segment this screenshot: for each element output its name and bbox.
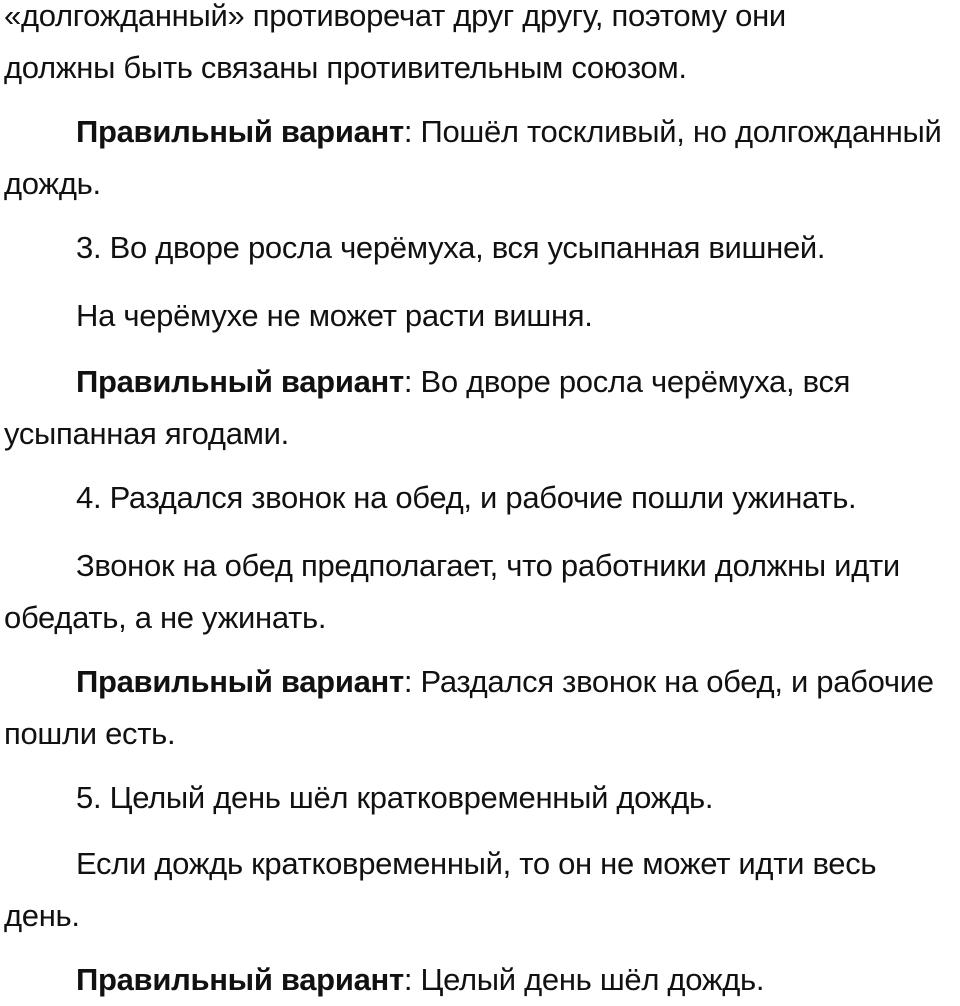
- correct-variant-paragraph: [4, 106, 958, 210]
- example-sentence: [4, 472, 958, 524]
- correct-variant-paragraph: [4, 656, 958, 760]
- label-colon: :: [403, 962, 413, 997]
- correct-variant-label: Правильный вариант: [76, 114, 404, 149]
- paragraph-line: «долгожданный» противоречат друг другу, поэтому они: [4, 0, 786, 33]
- example-sentence: [4, 772, 958, 824]
- paragraph-text: 5. Целый день шёл кратковременный дождь.: [76, 780, 714, 815]
- correct-variant-paragraph: [4, 954, 958, 1006]
- paragraph-continuation: [4, 0, 958, 94]
- explanation-paragraph: [4, 838, 958, 942]
- paragraph-text: Звонок на обед предполагает, что работники должны идти обедать, а не ужинать.: [4, 548, 900, 635]
- paragraph-text: Целый день шёл дождь.: [412, 962, 765, 997]
- paragraph-text: Во дворе росла черёмуха, вся усыпанная ягодами.: [4, 364, 851, 451]
- label-colon: :: [403, 664, 413, 699]
- label-colon: :: [403, 364, 413, 399]
- paragraph-line: должны быть связаны противительным союзом.: [4, 50, 687, 85]
- paragraph-text: 4. Раздался звонок на обед, и рабочие пошли ужинать.: [76, 480, 857, 515]
- explanation-paragraph: [4, 290, 958, 342]
- paragraph-text: Пошёл тоскливый, но долгожданный дождь.: [4, 114, 942, 201]
- explanation-paragraph: [4, 540, 958, 644]
- paragraph-text: 3. Во дворе росла черёмуха, вся усыпанная вишней.: [76, 230, 826, 265]
- correct-variant-paragraph: [4, 356, 958, 460]
- label-colon: :: [403, 114, 413, 149]
- correct-variant-label: Правильный вариант: [76, 664, 404, 699]
- example-sentence: [4, 222, 958, 274]
- paragraph-text: На черёмухе не может расти вишня.: [76, 298, 593, 333]
- correct-variant-label: Правильный вариант: [76, 364, 404, 399]
- paragraph-text: Если дождь кратковременный, то он не может идти весь день.: [4, 846, 877, 933]
- correct-variant-label: Правильный вариант: [76, 962, 404, 997]
- paragraph-text: Раздался звонок на обед, и рабочие пошли есть.: [4, 664, 934, 751]
